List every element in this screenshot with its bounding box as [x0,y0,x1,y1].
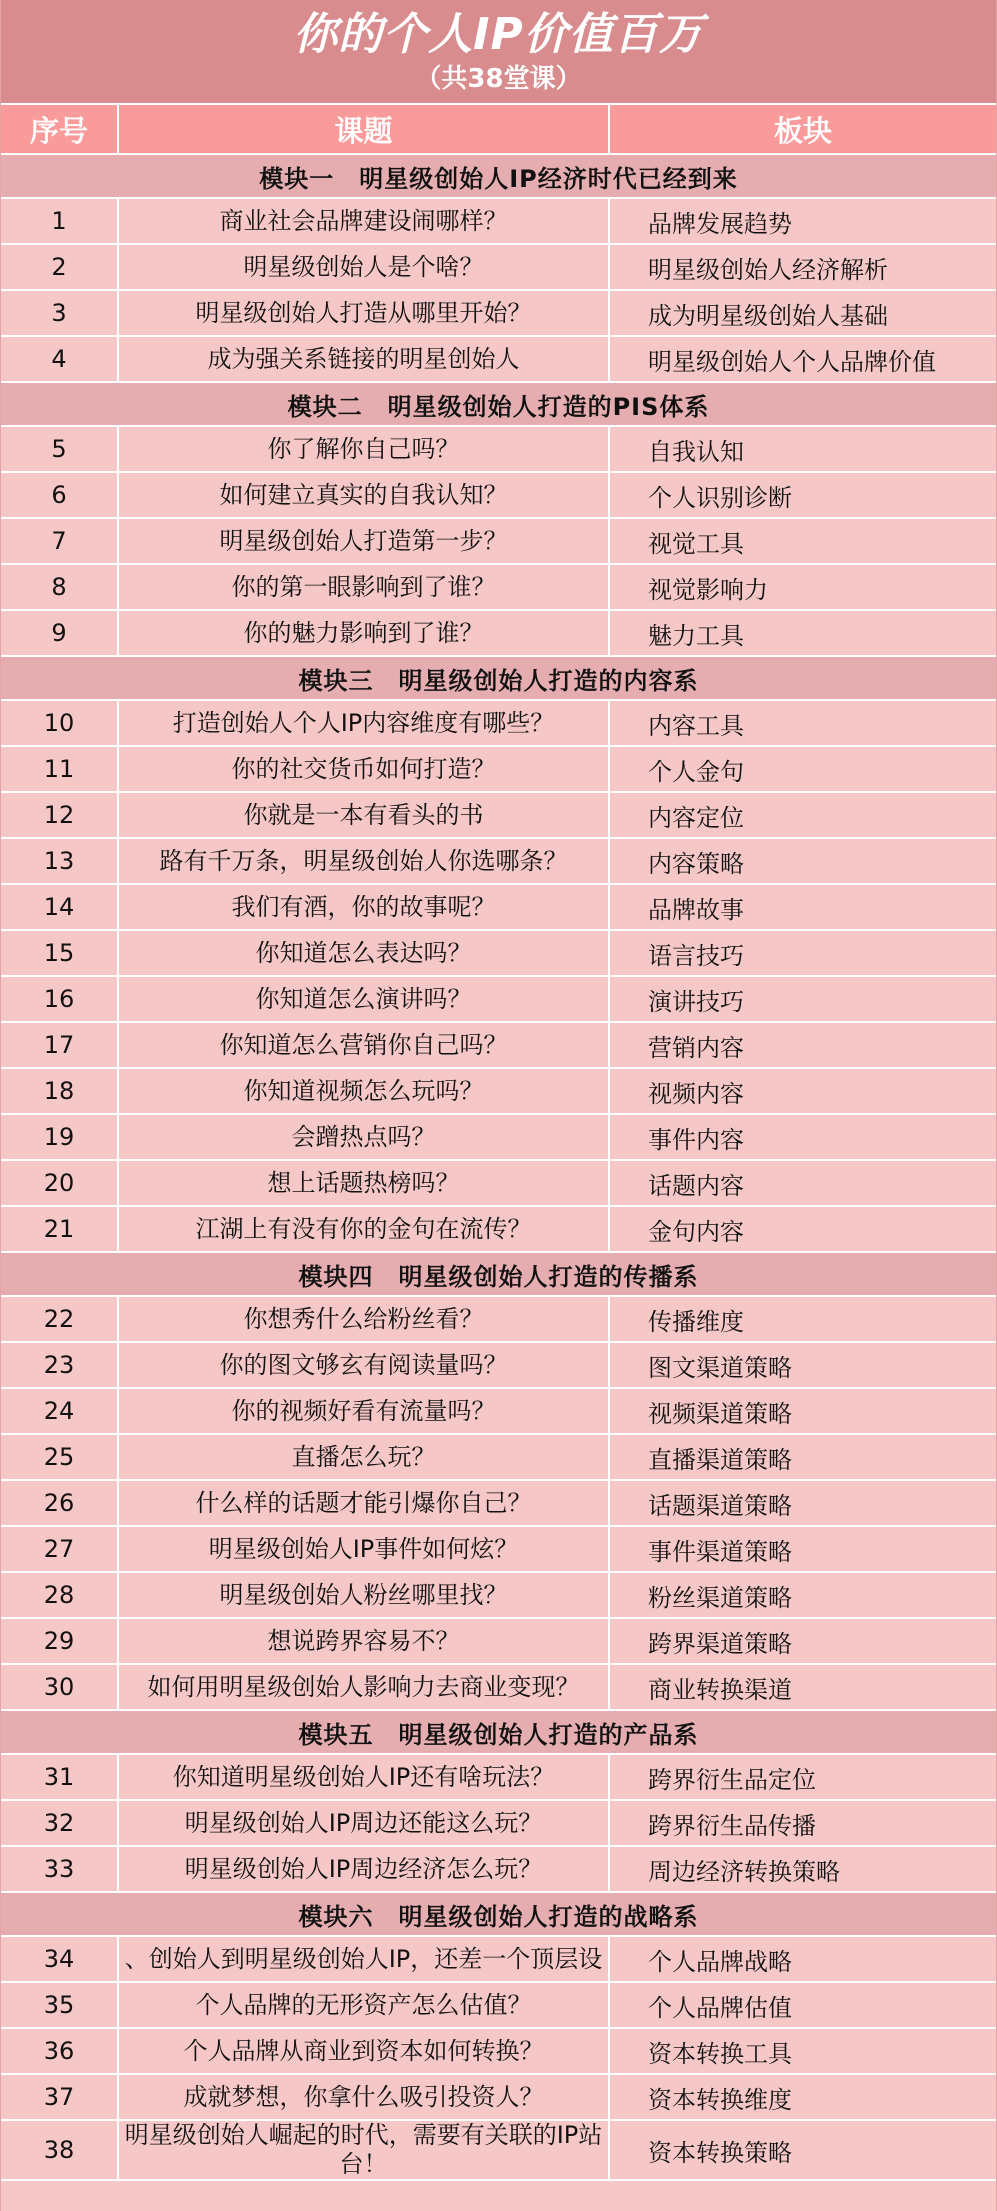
module-header: 模块二 明星级创始人打造的PIS体系 [1,383,996,427]
lesson-section: 资本转换工具 [648,2039,792,2068]
table-header [1,0,996,105]
lesson-number: 32 [1,1801,119,1845]
lesson-number: 34 [1,1937,119,1981]
lesson-section: 视频渠道策略 [648,1399,792,1428]
table-row [1,885,996,931]
lesson-number: 22 [1,1297,119,1341]
lesson-topic: 如何建立真实的自我认知？ [119,473,610,517]
lesson-section: 个人识别诊断 [648,483,792,512]
table-row [1,1527,996,1573]
lesson-topic: 你的魅力影响到了谁？ [119,611,610,655]
lesson-section: 视觉影响力 [648,575,768,604]
lesson-number: 25 [1,1435,119,1479]
lesson-topic: 路有千万条，明星级创始人你选哪条？ [119,839,610,883]
table-row [1,1983,996,2029]
lesson-topic: 什么样的话题才能引爆你自己？ [119,1481,610,1525]
lesson-section: 话题渠道策略 [648,1491,792,1520]
lesson-topic: 你知道怎么营销你自己吗？ [119,1023,610,1067]
lesson-number: 11 [1,747,119,791]
lesson-number: 3 [1,291,119,335]
lesson-number: 10 [1,701,119,745]
module-header: 模块三 明星级创始人打造的内容系 [1,657,996,701]
module-header: 模块五 明星级创始人打造的产品系 [1,1711,996,1755]
table-row [1,245,996,291]
lesson-topic: 个人品牌的无形资产怎么估值？ [119,1983,610,2027]
lesson-number: 38 [1,2121,119,2179]
table-row [1,701,996,747]
lesson-section: 个人品牌估值 [648,1993,792,2022]
lesson-number: 24 [1,1389,119,1433]
table-row [1,1801,996,1847]
lesson-section: 演讲技巧 [648,987,744,1016]
lesson-section: 品牌发展趋势 [648,209,792,238]
table-row [1,2075,996,2121]
lesson-number: 13 [1,839,119,883]
lesson-section: 营销内容 [648,1033,744,1062]
lesson-section: 内容定位 [648,803,744,832]
lesson-topic: 如何用明星级创始人影响力去商业变现？ [119,1665,610,1709]
lesson-topic: 你知道怎么演讲吗？ [119,977,610,1021]
lesson-topic: 你就是一本有看头的书 [119,793,610,837]
table-row [1,427,996,473]
lesson-topic: 明星级创始人IP事件如何炫？ [119,1527,610,1571]
lesson-topic: 打造创始人个人IP内容维度有哪些？ [119,701,610,745]
lesson-topic: 明星级创始人打造第一步？ [119,519,610,563]
lesson-number: 27 [1,1527,119,1571]
lesson-number: 36 [1,2029,119,2073]
lesson-number: 2 [1,245,119,289]
table-row [1,473,996,519]
lesson-section: 商业转换渠道 [648,1675,792,1704]
table-row [1,337,996,383]
lesson-section: 周边经济转换策略 [648,1857,840,1886]
lesson-number: 19 [1,1115,119,1159]
lesson-topic: 明星级创始人是个啥？ [119,245,610,289]
lesson-number: 4 [1,337,119,381]
page-subtitle: （共38堂课） [415,64,582,94]
lesson-topic: 、创始人到明星级创始人IP，还差一个顶层设 [119,1937,610,1981]
lesson-number: 35 [1,1983,119,2027]
module-header: 模块六 明星级创始人打造的战略系 [1,1893,996,1937]
table-row [1,1755,996,1801]
lesson-number: 14 [1,885,119,929]
lesson-topic: 明星级创始人打造从哪里开始？ [119,291,610,335]
lesson-topic: 直播怎么玩？ [119,1435,610,1479]
table-row [1,793,996,839]
lesson-section: 成为明星级创始人基础 [648,301,888,330]
lesson-section: 传播维度 [648,1307,744,1336]
lesson-topic: 你想秀什么给粉丝看？ [119,1297,610,1341]
lesson-section: 内容工具 [648,711,744,740]
column-header-topic: 课题 [119,105,610,153]
lesson-topic: 你的社交货币如何打造？ [119,747,610,791]
column-header-no: 序号 [1,105,119,153]
table-row [1,1297,996,1343]
lesson-section: 粉丝渠道策略 [648,1583,792,1612]
lesson-number: 1 [1,199,119,243]
module-header: 模块一 明星级创始人IP经济时代已经到来 [1,155,996,199]
lesson-number: 18 [1,1069,119,1113]
lesson-section: 事件渠道策略 [648,1537,792,1566]
lesson-topic: 你知道明星级创始人IP还有啥玩法？ [119,1755,610,1799]
table-row [1,1435,996,1481]
table-row [1,519,996,565]
lesson-section: 视频内容 [648,1079,744,1108]
lesson-section: 个人金句 [648,757,744,786]
lesson-section: 金句内容 [648,1217,744,1246]
lesson-topic: 你的视频好看有流量吗？ [119,1389,610,1433]
table-row [1,565,996,611]
lesson-section: 跨界衍生品定位 [648,1765,816,1794]
lesson-section: 资本转换策略 [648,2138,792,2167]
table-row [1,1389,996,1435]
lesson-number: 26 [1,1481,119,1525]
table-row [1,291,996,337]
lesson-number: 21 [1,1207,119,1251]
table-row [1,1481,996,1527]
lesson-number: 7 [1,519,119,563]
lesson-number: 12 [1,793,119,837]
lesson-section: 明星级创始人个人品牌价值 [648,347,936,376]
lesson-section: 跨界衍生品传播 [648,1811,816,1840]
lesson-topic: 成为强关系链接的明星创始人 [119,337,610,381]
lesson-topic: 明星级创始人崛起的时代，需要有关联的IP站台！ [119,2121,610,2179]
table-row [1,1115,996,1161]
table-row [1,1161,996,1207]
lesson-section: 话题内容 [648,1171,744,1200]
lesson-number: 17 [1,1023,119,1067]
lesson-topic: 我们有酒，你的故事呢？ [119,885,610,929]
lesson-topic: 成就梦想，你拿什么吸引投资人？ [119,2075,610,2119]
lesson-topic: 你的图文够玄有阅读量吗？ [119,1343,610,1387]
lesson-section: 跨界渠道策略 [648,1629,792,1658]
column-header-section: 板块 [773,113,832,148]
lesson-topic: 明星级创始人粉丝哪里找？ [119,1573,610,1617]
lesson-topic: 江湖上有没有你的金句在流传？ [119,1207,610,1251]
table-row [1,1069,996,1115]
lesson-topic: 你知道怎么表达吗？ [119,931,610,975]
table-body [1,155,996,2181]
table-row [1,2029,996,2075]
lesson-section: 魅力工具 [648,621,744,650]
lesson-section: 图文渠道策略 [648,1353,792,1382]
lesson-number: 16 [1,977,119,1021]
lesson-topic: 会蹭热点吗？ [119,1115,610,1159]
lesson-section: 个人品牌战略 [648,1947,792,1976]
lesson-number: 9 [1,611,119,655]
lesson-topic: 你的第一眼影响到了谁？ [119,565,610,609]
lesson-topic: 个人品牌从商业到资本如何转换？ [119,2029,610,2073]
lesson-number: 37 [1,2075,119,2119]
table-row [1,931,996,977]
table-row [1,199,996,245]
page-title: 你的个人IP价值百万 [293,9,704,60]
table-row [1,1619,996,1665]
table-row [1,1847,996,1893]
table-row [1,839,996,885]
lesson-topic: 明星级创始人IP周边经济怎么玩？ [119,1847,610,1891]
lesson-number: 23 [1,1343,119,1387]
lesson-number: 28 [1,1573,119,1617]
lesson-section: 明星级创始人经济解析 [648,255,888,284]
lesson-topic: 商业社会品牌建设闹哪样？ [119,199,610,243]
lesson-section: 事件内容 [648,1125,744,1154]
lesson-topic: 明星级创始人IP周边还能这么玩？ [119,1801,610,1845]
lesson-section: 资本转换维度 [648,2085,792,2114]
table-row [1,1207,996,1253]
lesson-section: 视觉工具 [648,529,744,558]
lesson-number: 8 [1,565,119,609]
table-row [1,611,996,657]
lesson-number: 30 [1,1665,119,1709]
lesson-section: 直播渠道策略 [648,1445,792,1474]
column-header-row [1,105,996,155]
lesson-topic: 你知道视频怎么玩吗？ [119,1069,610,1113]
lesson-number: 33 [1,1847,119,1891]
table-row [1,1023,996,1069]
lesson-number: 15 [1,931,119,975]
lesson-number: 5 [1,427,119,471]
table-row [1,2121,996,2181]
lesson-section: 自我认知 [648,437,744,466]
lesson-number: 20 [1,1161,119,1205]
module-header: 模块四 明星级创始人打造的传播系 [1,1253,996,1297]
table-row [1,747,996,793]
lesson-section: 内容策略 [648,849,744,878]
table-row [1,1665,996,1711]
lesson-topic: 想说跨界容易不？ [119,1619,610,1663]
lesson-topic: 你了解你自己吗？ [119,427,610,471]
table-row [1,1343,996,1389]
lesson-topic: 想上话题热榜吗？ [119,1161,610,1205]
lesson-number: 31 [1,1755,119,1799]
lesson-number: 6 [1,473,119,517]
table-row [1,977,996,1023]
table-row [1,1937,996,1983]
lesson-section: 品牌故事 [648,895,744,924]
lesson-number: 29 [1,1619,119,1663]
table-row [1,1573,996,1619]
lesson-section: 语言技巧 [648,941,744,970]
